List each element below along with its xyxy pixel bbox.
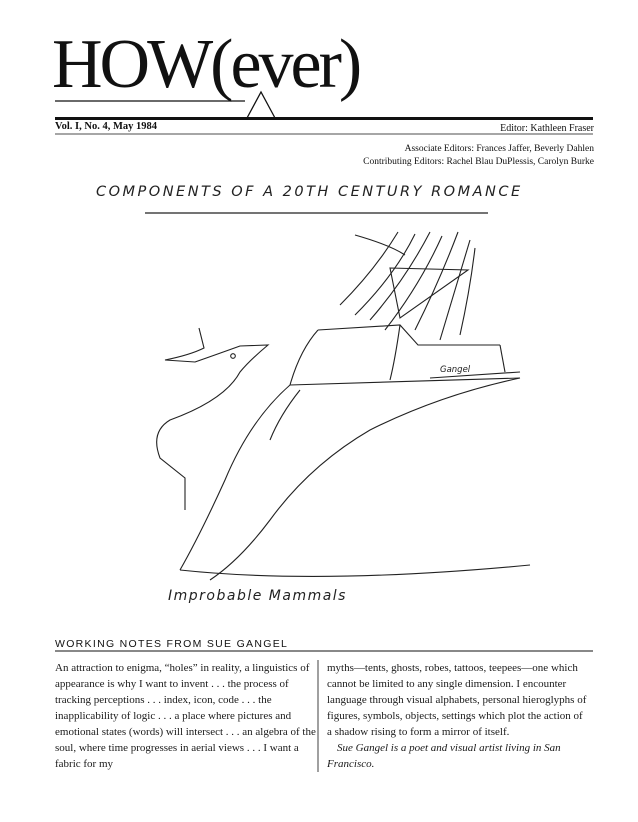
artist-signature: Gangel <box>440 365 471 375</box>
section-heading: WORKING NOTES FROM SUE GANGEL <box>55 638 289 650</box>
left-column-text: An attraction to enigma, “holes” in reality, a linguistics of appearance is why I want to invent . . . the process of tracking perceptions . . . index, icon, code . . . the inapplicability of logic . . . a place where pictures and emotional states (words) will intersect . . . an algebra of the soul, where time progresses in aerial views . . . I want a fabric for my <box>55 662 316 770</box>
right-column-text: myths—tents, ghosts, robes, tattoos, teepees—one which cannot be limited to any single dimension. I encounter language through visual alphabets, personal hieroglyphs of figures, symbols, objects, settings which plot the action of a shadow rising to form a mirror of itself. <box>327 662 587 738</box>
artwork-caption: Improbable Mammals <box>168 588 347 604</box>
author-note: Sue Gangel is a poet and visual artist living in San Francisco. <box>327 742 561 770</box>
issue-volume: Vol. I, No. 4, May 1984 <box>55 121 157 132</box>
associate-editors: Associate Editors: Frances Jaffer, Beverly Dahlen <box>404 144 594 154</box>
editor-credit: Editor: Kathleen Fraser <box>500 123 594 134</box>
magazine-masthead: HOW(ever) <box>52 26 360 103</box>
contributing-editors: Contributing Editors: Rachel Blau DuPlessis, Carolyn Burke <box>363 157 594 167</box>
article-column-left <box>55 660 317 772</box>
article-column-right <box>327 660 589 772</box>
artwork-title: COMPONENTS OF A 20TH CENTURY ROMANCE <box>96 184 523 200</box>
